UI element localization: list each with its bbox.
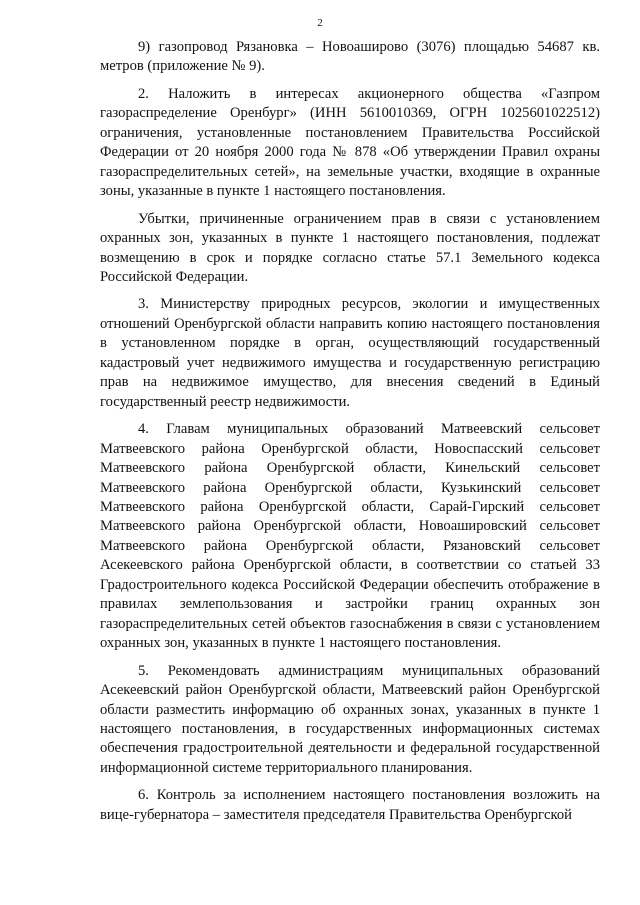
page-number: 2	[317, 17, 323, 29]
document-body	[100, 38, 600, 825]
paragraph-item-9-gas-pipeline: 9) газопровод Рязановка – Новоаширово (3076) площадью 54687 кв. метров (приложение № 9).	[100, 39, 600, 75]
paragraph-losses-compensation: Убытки, причиненные ограничением прав в связи с установлением охранных зон, указанных в пункте 1 настоящего постановления, подлежат возмещению в срок и порядке согласно статье 57.1 Земельного кодекса Российской Федерации.	[100, 210, 600, 285]
paragraph-3-ministry: 3. Министерству природных ресурсов, экологии и имущественных отношений Оренбургской области направить копию настоящего постановления в установленном порядке в орган, осуществляющий государственный кадастровый учет недвижимого имущества и государственную регистрацию прав на недвижимое имущество, для внесения сведений в Единый государственный реестр недвижимости.	[100, 296, 600, 410]
paragraph-5-recommendation: 5. Рекомендовать администрациям муниципальных образований Асекеевский район Оренбургской области, Матвеевский район Оренбургской области разместить информацию об охранных зонах, указанных в пункте 1 настоящего постановления, в государственных информационных системах обеспечения градостроительной деятельности и федеральной государственной информационной системе территориального планирования.	[100, 662, 600, 776]
paragraph-4-municipal-heads: 4. Главам муниципальных образований Матвеевский сельсовет Матвеевского района Оренбургской области, Новоспасский сельсовет Матвеевского района Оренбургской области, Кинельский сельсовет Матвеевского района Оренбургской области, Кузькинский сельсовет Матвеевского района Оренбургской области, Сарай-Гирский сельсовет Матвеевского района Оренбургской области, Новоашировский сельсовет Матвеевского района Оренбургской области, Рязановский сельсовет Асекеевского района Оренбургской области, в соответствии со статьей 33 Градостроительного кодекса Российской Федерации обеспечить отображение в правилах землепользования и застройки границ охранных зон газораспределительных сетей объектов газоснабжения в связи с установлением охранных зон, указанных в пункте 1 настоящего постановления.	[100, 421, 600, 652]
paragraph-6-control: 6. Контроль за исполнением настоящего постановления возложить на вице-губернатора – заместителя председателя Правительства Оренбургской	[100, 787, 600, 823]
paragraph-2-restrictions: 2. Наложить в интересах акционерного общества «Газпром газораспределение Оренбург» (ИНН 5610010369, ОГРН 1025601022512) ограничения, установленные постановлением Правительства Российской Федерации от 20 ноября 2000 года № 878 «Об утверждении Правил охраны газораспределительных сетей», на земельные участки, входящие в охранные зоны, указанные в пункте 1 настоящего постановления.	[100, 85, 600, 200]
